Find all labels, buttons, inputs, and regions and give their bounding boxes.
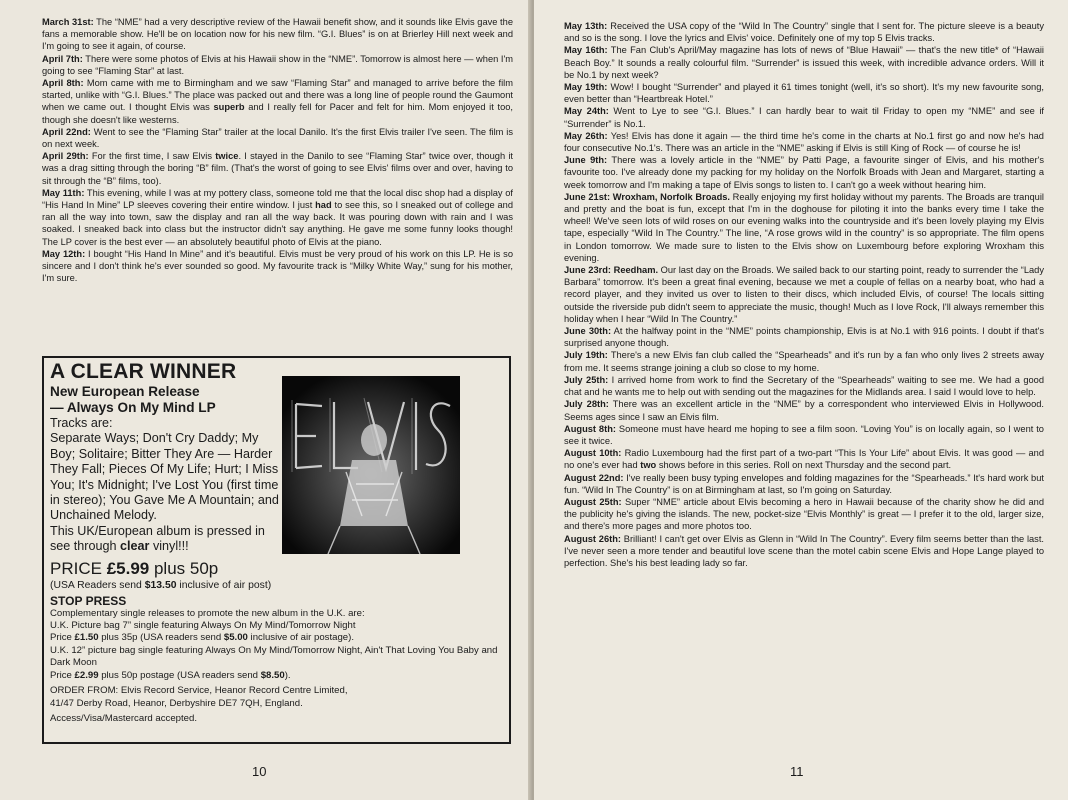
diary-entry: April 22nd: Went to see the “Flaming Star” trailer at the local Danilo. It's the first Elvis trailer I've seen. The film is on next week. — [42, 126, 513, 150]
diary-entry: May 26th: Yes! Elvis has done it again — the third time he's come in the charts at No.1 first go and now he's had four consecutive No.1's. There was an article in the “NME” asking if Elvis is still King of Rock — of course he is! — [564, 130, 1044, 154]
diary-entry: August 25th: Super “NME” article about Elvis becoming a hero in Hawaii because of the charity show he did and the publicity he's giving the islands. The new, pocket-size “Elvis Monthly” is great — I prefer it to the old, larger size, and there's more pages and more photos too. — [564, 496, 1045, 532]
diary-entry: June 21st: Wroxham, Norfolk Broads. Really enjoying my first holiday without my parents. The Broads are tranquil and pretty and the boat is fun, except that I'm in the doghouse for piloting it into the banks every time I take the wheel! We've seen lots of wild roses on our evening walks into the countryside and it's been lovely playing my Elvis tape, especially “Wild In The Country.” The line, “A rose grows wild in the country” is so appropriate. The film opens in London tomorrow. We made sure to listen to the Elvis show on Luxembourg before exploring Wroxham this evening. — [564, 191, 1044, 263]
diary-entry: April 7th: There were some photos of Elvis at his Hawaii show in the “NME”. Tomorrow is almost here — when I'm going to see “Flaming Star” at last. — [42, 53, 513, 76]
single-7-inch: U.K. Picture bag 7” single featuring Always On My Mind/Tomorrow Night — [50, 620, 356, 632]
order-address-line1: ORDER FROM: Elvis Record Service, Heanor Record Centre Limited, — [50, 685, 348, 697]
diary-entry: July 25th: I arrived home from work to find the Secretary of the “Spearheads” waiting to see me. We had a good chat and he wants me to help out with sending out the magazines for the Midlands area. I said I would love to help. — [564, 374, 1044, 398]
album-advert-box — [42, 356, 511, 744]
diary-entry: August 26th: Brilliant! I can't get over Elvis as Glenn in “Wild In The Country”. Every film seems better than the last. I've never seen a more tender and beautiful love scene than the motel cabin scene Elvis and Hope Lange played to perfection. She's his best leading lady so far. — [564, 533, 1044, 568]
diary-entry: August 8th: Someone must have heard me hoping to see a film soon. “Loving You” is on locally again, so I went to see it twice. — [564, 423, 1044, 446]
diary-entry: July 28th: There was an excellent article in the “NME” by a correspondent who interviewed Elvis in Hollywood. Seems ages since I saw an Elvis film. — [564, 399, 1044, 422]
order-address-line2: 41/47 Derby Road, Heanor, Derbyshire DE7 7QH, England. — [50, 697, 303, 709]
page-number-right: 11 — [790, 764, 804, 779]
cards-accepted: Access/Visa/Mastercard accepted. — [50, 712, 197, 724]
diary-entry: April 8th: Mom came with me to Birmingham and we saw “Flaming Star” and managed to arrive before the film started, unlike with “G.I. Blues.” The place was packed out and there was a long line of people round the Gaumont when we came out. I thought Elvis was superb and I really fell for Pacer and felt for him. Mom enjoyed it too, though she doesn't like westerns. — [42, 78, 513, 125]
diary-entry: May 19th: Wow! I bought “Surrender” and played it 61 times tonight (well, it's so short). It's my new favourite song, even better than “Heartbreak Hotel.” — [564, 82, 1044, 105]
advert-album-name: — Always On My Mind LP — [50, 400, 216, 415]
stop-press-heading: STOP PRESS — [50, 593, 127, 608]
advert-title: A CLEAR WINNER — [50, 360, 237, 383]
diary-entry: May 16th: The Fan Club's April/May magazine has lots of news of “Blue Hawaii” — that's the new title* of “Hawaii Beach Boy.” It sounds a really colourful film. “Surrender” is issued this week, with incredible advance orders. Will it be No.1 by next week? — [564, 45, 1044, 80]
diary-entry: April 29th: For the first time, I saw Elvis twice. I stayed in the Danilo to see “Flaming Star” twice over, though it was a drag sitting through the boring “B” film. (That's the worst of going to see Elvis' films over and over, having to sit through the “B” films, too). — [42, 151, 513, 186]
single-12-inch-price: Price £2.99 plus 50p postage (USA readers send $8.50). — [50, 669, 291, 681]
diary-entry: May 13th: Received the USA copy of the “Wild In The Country” single that I sent for. The picture sleeve is a beauty and so is the song. I love the lyrics and Elvis' voice. Definitely one of my top 5 Elvis tracks. — [564, 21, 1044, 44]
vinyl-note: This UK/European album is pressed in see through clear vinyl!!! — [50, 523, 265, 554]
diary-entry: June 9th: There was a lovely article in the “NME” by Patti Page, a favourite singer of Elvis, and his mother's favourite too. I've already done my packing for my holiday on the Norfolk Broads with Jean and Margaret, starting a week tomorrow and I'm making a tape of Elvis songs to listen to. I can't go a week without hearing him. — [564, 155, 1044, 190]
diary-entry: June 23rd: Reedham. Our last day on the Broads. We sailed back to our starting point, ready to surrender the “Lady Barbara” tomorrow. It's been a great final evening, because we met a couple of fellas on a nearby boat, who had a record player, and they invited us over to listen to their discs, which included Elvis, of course! The locals sitting outside the riverside pub didn't seem to appreciate the music, though! Much as I love Rock, I'll always remember this holiday when I hear “Wild In The Country.” — [564, 265, 1045, 324]
advert-subtitle: New European Release — [50, 384, 200, 399]
diary-entry: May 12th: I bought “His Hand In Mine” and it's beautiful. Elvis must be very proud of his work on this LP. He is so sincere and I don't think he's ever sounded so good. My favourite track is “Milky White Way,” sung for his mother, I'm sure. — [42, 248, 513, 284]
diary-entry: July 19th: There's a new Elvis fan club called the “Spearheads” and it's run by a fan who only lives 2 streets away from me. It seems strange joining a club so close to my home. — [564, 350, 1044, 373]
advert-text — [50, 360, 505, 725]
stop-press-intro: Complementary single releases to promote the new album in the U.K. are: — [50, 607, 365, 619]
right-page — [534, 0, 1068, 800]
tracks-intro: Tracks are: — [50, 416, 113, 430]
page-number-left: 10 — [252, 764, 267, 779]
right-diary-entries — [564, 20, 1044, 569]
diary-entry: May 11th: This evening, while I was at my pottery class, someone told me that the local disc shop had a display of “His Hand In Mine” LP sleeves covering their entire window. I just had to see this, so I sneaked out of college and ran all the way into town, saw the display and ran all the way back. It was pouring down with rain and I was soaked. I sneaked back into class but the instructor didn't say anything. He gave me some funny looks though! The LP cover is the best ever — an absolutely beautiful photo of Elvis at the piano. — [42, 187, 514, 247]
usa-price: (USA Readers send $13.50 inclusive of air post) — [50, 579, 272, 591]
diary-entry: August 22nd: I've really been busy typing envelopes and folding magazines for the “Spearheads.” It's hard work but fun. “Wild In The Country” is on at Birmingham at last, so I'm going on Saturday. — [564, 472, 1044, 495]
diary-entry: March 31st: The “NME” had a very descriptive review of the Hawaii benefit show, and it sounds like Elvis gave the fans a memorable show. He'll be on location now for his new film. “G.I. Blues” is on at Brierley Hill next week and I'm going to see it again, of course. — [42, 17, 513, 52]
diary-entry: May 24th: Went to Lye to see “G.I. Blues.” I can hardly bear to wait til Friday to open my “NME” and see if “Surrender” is No.1. — [564, 106, 1044, 129]
single-7-inch-price: Price £1.50 plus 35p (USA readers send $5.00 inclusive of air postage). — [50, 632, 355, 644]
left-page — [0, 0, 532, 800]
diary-entry: June 30th: At the halfway point in the “NME” points championship, Elvis is at No.1 with 916 points. I doubt if that's surprised anyone though. — [564, 326, 1044, 349]
single-12-inch: U.K. 12” picture bag single featuring Always On My Mind/Tomorrow Night, Ain't That Loving You Baby and Dark Moon — [50, 644, 498, 669]
left-diary-entries — [42, 16, 513, 284]
album-price: PRICE £5.99 plus 50p — [50, 558, 219, 578]
track-list: Separate Ways; Don't Cry Daddy; My Boy; Solitaire; Bitter They Are — Harder They Fall; Pieces Of My Life; Hurt; I Miss You; It's Midnight; I've Lost You (first time in stereo); You Gave Me A Mountain; and Unchained Melody. — [50, 431, 279, 523]
diary-entry: August 10th: Radio Luxembourg had the first part of a two-part “This Is Your Life” about Elvis. It was good — and no one's ever had two shows before in this series. Roll on next Thursday and the second part. — [564, 448, 1044, 471]
